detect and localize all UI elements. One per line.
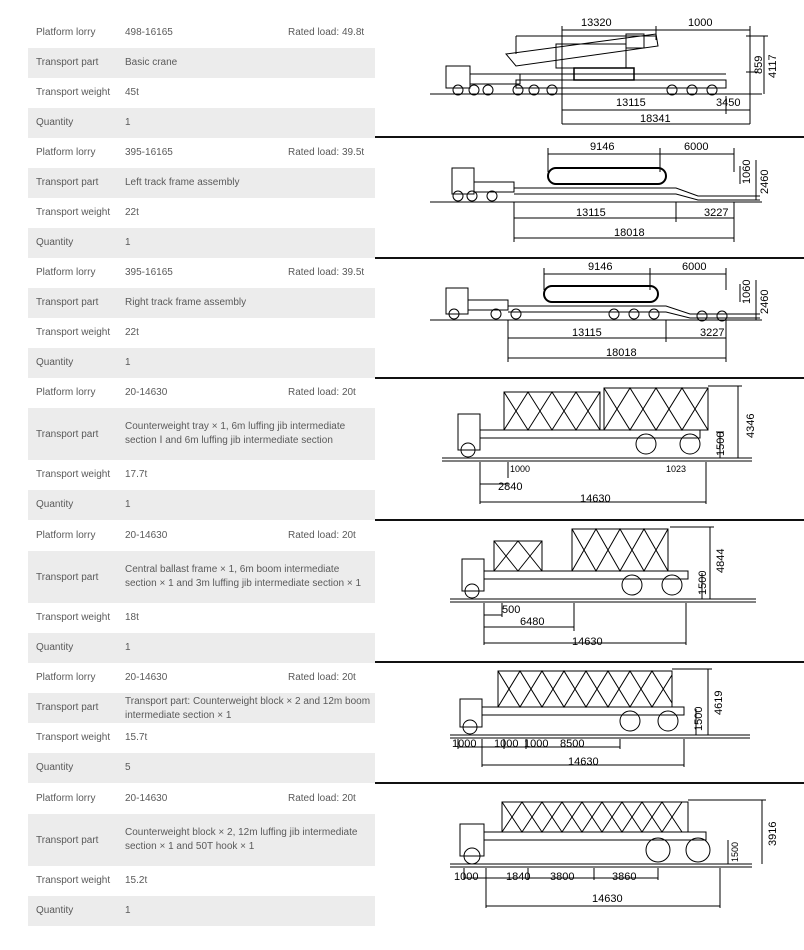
transport-weight-value: 15.7t <box>125 732 148 743</box>
dim-top-right: 6000 <box>682 261 707 273</box>
dim-height: 3916 <box>767 821 779 846</box>
transport-weight-row <box>28 318 375 348</box>
central-ballast-drawing <box>376 521 804 661</box>
dim-height-2: 2460 <box>759 169 771 194</box>
basic-crane-drawing <box>376 14 804 136</box>
rated-load-label: Rated load: 39.5t <box>288 147 365 158</box>
transport-weight-row <box>28 460 375 490</box>
quantity-label: Quantity <box>36 237 74 248</box>
dim-top-left: 9146 <box>590 141 615 153</box>
transport-weight-label: Transport weight <box>36 612 111 623</box>
transport-weight-row <box>28 723 375 753</box>
platform-lorry-value: 395-16165 <box>125 267 173 278</box>
transport-weight-value: 22t <box>125 327 139 338</box>
quantity-label: Quantity <box>36 642 74 653</box>
dim-top-left: 13320 <box>581 17 612 29</box>
dim-total: 18018 <box>606 347 637 359</box>
shipment-7 <box>0 784 804 926</box>
platform-lorry-value: 20-14630 <box>125 672 168 683</box>
dim-deck: 1500 <box>693 706 705 731</box>
dim-a: 1000 <box>454 871 479 883</box>
shipment-1 <box>0 0 804 138</box>
transport-weight-row <box>28 866 375 896</box>
transport-weight-row <box>28 603 375 633</box>
dim-a: 500 <box>502 604 521 616</box>
platform-lorry-label: Platform lorry <box>36 530 96 541</box>
platform-lorry-row <box>28 521 375 551</box>
transport-part-value: Central ballast frame × 1, 6m boom intermediate section × 1 and 3m luffing jib intermediate section × 1 <box>125 564 362 589</box>
dim-height: 4844 <box>715 548 727 573</box>
quantity-label: Quantity <box>36 357 74 368</box>
quantity-row <box>28 896 375 926</box>
transport-weight-row <box>28 198 375 228</box>
dim-top-left: 9146 <box>588 261 613 273</box>
rated-load-label: Rated load: 49.8t <box>288 27 365 38</box>
dim-wheelbase: 13115 <box>576 207 606 219</box>
dim-c: 2840 <box>498 481 523 493</box>
rated-load-label: Rated load: 20t <box>288 387 356 398</box>
dim-a: 1000 <box>452 738 477 750</box>
dim-b: 1000 <box>494 738 519 750</box>
dim-total: 14630 <box>572 636 603 648</box>
dim-c: 1000 <box>524 738 549 750</box>
rated-load-label: Rated load: 20t <box>288 672 356 683</box>
quantity-value: 1 <box>125 905 131 916</box>
shipment-2 <box>0 138 804 258</box>
right-track-drawing <box>376 258 804 378</box>
transport-part-value: Right track frame assembly <box>125 297 247 308</box>
dim-height-1: 859 <box>753 55 765 74</box>
shipment-6 <box>0 663 804 783</box>
dim-height: 4346 <box>745 413 757 438</box>
platform-lorry-value: 20-14630 <box>125 530 168 541</box>
transport-weight-label: Transport weight <box>36 469 111 480</box>
dim-c: 3800 <box>550 871 575 883</box>
platform-lorry-row <box>28 784 375 814</box>
quantity-value: 5 <box>125 762 131 773</box>
dim-deck: 1500 <box>697 570 709 595</box>
platform-lorry-value: 395-16165 <box>125 147 173 158</box>
quantity-label: Quantity <box>36 117 74 128</box>
platform-lorry-row <box>28 258 375 288</box>
quantity-label: Quantity <box>36 499 74 510</box>
transport-part-row <box>28 408 375 460</box>
transport-part-value: Basic crane <box>125 57 178 68</box>
quantity-row <box>28 633 375 663</box>
dim-deck: 1500 <box>715 431 727 456</box>
transport-part-row <box>28 48 375 78</box>
platform-lorry-label: Platform lorry <box>36 267 96 278</box>
quantity-value: 1 <box>125 117 131 128</box>
dim-wheelbase: 13115 <box>572 327 602 339</box>
transport-part-value: Transport part: Counterweight block × 2 and 12m boom intermediate section × 1 <box>125 696 371 721</box>
transport-weight-value: 15.2t <box>125 875 148 886</box>
transport-part-row <box>28 288 375 318</box>
transport-part-row <box>28 168 375 198</box>
transport-weight-label: Transport weight <box>36 732 111 743</box>
dim-height-1: 1060 <box>741 279 753 304</box>
transport-part-label: Transport part <box>36 57 99 68</box>
quantity-row <box>28 228 375 258</box>
dim-wheelbase: 13115 <box>616 97 646 109</box>
quantity-value: 1 <box>125 237 131 248</box>
counterweight-block-drawing <box>376 663 804 783</box>
transport-part-label: Transport part <box>36 297 99 308</box>
platform-lorry-label: Platform lorry <box>36 672 96 683</box>
dim-total: 14630 <box>580 493 611 505</box>
platform-lorry-value: 20-14630 <box>125 387 168 398</box>
shipment-3 <box>0 258 804 378</box>
transport-weight-value: 17.7t <box>125 469 148 480</box>
transport-part-label: Transport part <box>36 429 99 440</box>
transport-part-label: Transport part <box>36 572 99 583</box>
dim-b: 1840 <box>506 871 531 883</box>
rated-load-label: Rated load: 39.5t <box>288 267 365 278</box>
rated-load-label: Rated load: 20t <box>288 793 356 804</box>
dim-d: 8500 <box>560 738 585 750</box>
dim-total: 18341 <box>640 113 671 125</box>
dim-total: 14630 <box>568 756 599 768</box>
transport-weight-label: Transport weight <box>36 87 111 98</box>
transport-part-label: Transport part <box>36 702 99 713</box>
dim-total: 18018 <box>614 227 645 239</box>
luffing-jib-hook-drawing <box>376 784 804 926</box>
transport-weight-value: 18t <box>125 612 139 623</box>
dim-height-2: 4117 <box>767 54 779 78</box>
transport-part-value: Counterweight tray × 1, 6m luffing jib intermediate section Ⅰ and 6m luffing jib intermediate section <box>125 421 346 446</box>
transport-weight-label: Transport weight <box>36 207 111 218</box>
rated-load-label: Rated load: 20t <box>288 530 356 541</box>
quantity-row <box>28 490 375 520</box>
dim-total: 14630 <box>592 893 623 905</box>
shipment-5 <box>0 521 804 663</box>
quantity-label: Quantity <box>36 905 74 916</box>
platform-lorry-row <box>28 663 375 693</box>
quantity-value: 1 <box>125 357 131 368</box>
platform-lorry-value: 498-16165 <box>125 27 173 38</box>
dim-rear: 3227 <box>700 327 725 339</box>
dim-rear: 3450 <box>716 97 741 109</box>
platform-lorry-row <box>28 18 375 48</box>
quantity-row <box>28 108 375 138</box>
transport-part-row <box>28 814 375 866</box>
dim-top-right: 6000 <box>684 141 709 153</box>
transport-weight-label: Transport weight <box>36 875 111 886</box>
platform-lorry-label: Platform lorry <box>36 147 96 158</box>
platform-lorry-label: Platform lorry <box>36 27 96 38</box>
transport-part-value: Left track frame assembly <box>125 177 240 188</box>
transport-weight-row <box>28 78 375 108</box>
dim-height-2: 2460 <box>759 289 771 314</box>
quantity-value: 1 <box>125 642 131 653</box>
quantity-row <box>28 348 375 378</box>
counterweight-tray-drawing <box>376 378 804 518</box>
platform-lorry-row <box>28 378 375 408</box>
dim-a: 1000 <box>510 464 531 474</box>
quantity-row <box>28 753 375 783</box>
dim-height: 4619 <box>713 690 725 715</box>
quantity-label: Quantity <box>36 762 74 773</box>
left-track-drawing <box>376 138 804 258</box>
dim-rear: 3227 <box>704 207 729 219</box>
platform-lorry-label: Platform lorry <box>36 387 96 398</box>
platform-lorry-value: 20-14630 <box>125 793 168 804</box>
platform-lorry-row <box>28 138 375 168</box>
dim-height-1: 1060 <box>741 159 753 184</box>
transport-weight-value: 22t <box>125 207 139 218</box>
dim-d: 3860 <box>612 871 637 883</box>
transport-part-label: Transport part <box>36 177 99 188</box>
dim-deck: 1500 <box>730 841 740 862</box>
transport-weight-label: Transport weight <box>36 327 111 338</box>
transport-part-row <box>28 693 375 723</box>
shipment-4 <box>0 378 804 520</box>
dim-b: 1023 <box>666 464 687 474</box>
transport-part-label: Transport part <box>36 835 99 846</box>
quantity-value: 1 <box>125 499 131 510</box>
dim-b: 6480 <box>520 616 545 628</box>
transport-part-row <box>28 551 375 603</box>
transport-weight-value: 45t <box>125 87 139 98</box>
transport-part-value: Counterweight block × 2, 12m luffing jib intermediate section × 1 and 50T hook × 1 <box>125 827 358 852</box>
dim-top-right: 1000 <box>688 17 713 29</box>
platform-lorry-label: Platform lorry <box>36 793 96 804</box>
